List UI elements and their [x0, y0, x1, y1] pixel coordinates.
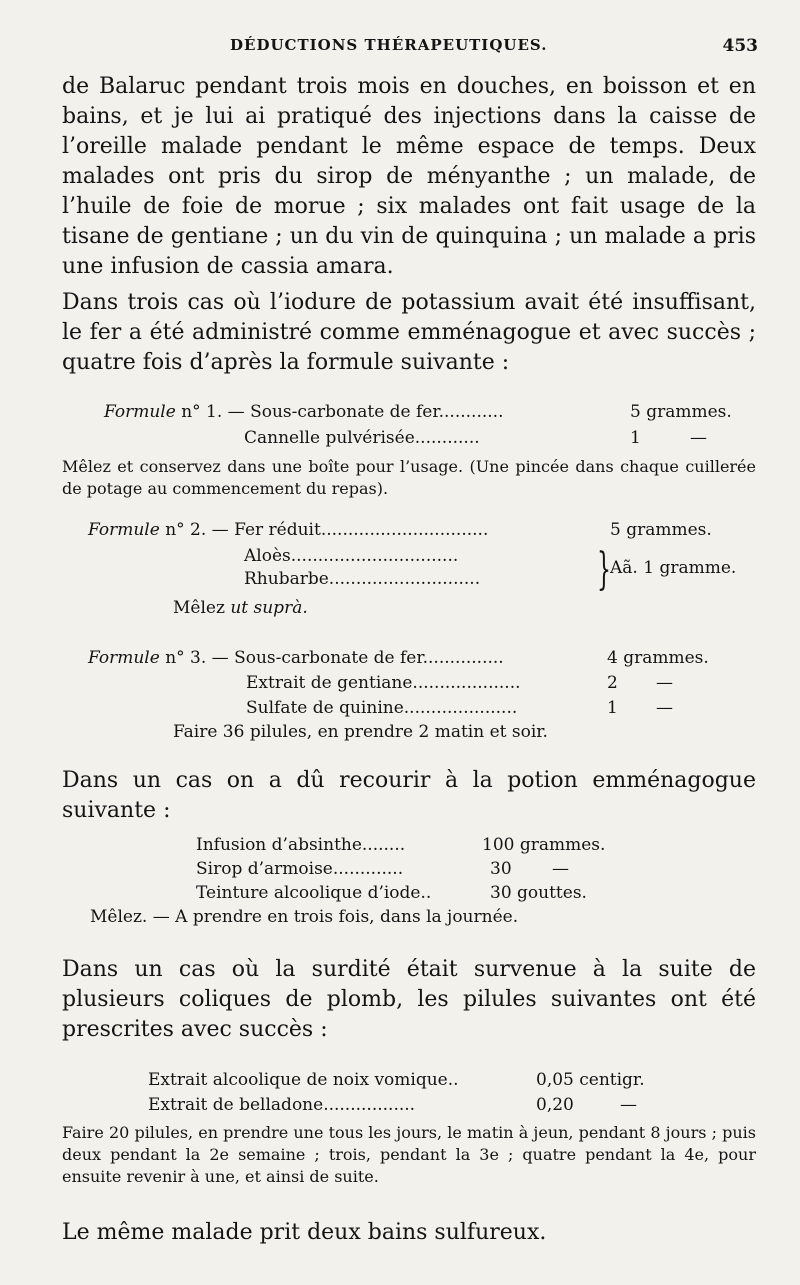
- formula-1-label: Formule: [104, 402, 176, 422]
- potion-ingredient-2: Sirop d’armoise.............: [196, 859, 404, 879]
- leader-dots: ............................: [328, 569, 481, 589]
- formula-2-line-1: [88, 520, 488, 540]
- potion-qty-2: 30: [490, 859, 512, 879]
- formula-3-ingredient-1: n° 3. — Sous-carbonate de fer: [165, 648, 423, 668]
- formula-1-line-1: [104, 402, 503, 422]
- formula-2-label: Formule: [88, 520, 160, 540]
- paragraph-surdite: Dans un cas où la surdité était survenue à la suite de plusieurs coliques de plomb, les pilules suivantes ont été prescrites avec succès :: [62, 957, 756, 1042]
- formula-3-qty-2: 2: [607, 673, 618, 693]
- formula-3-line-1: [88, 648, 504, 668]
- formula-2-instructions: [173, 598, 308, 618]
- pills-qty-2: 0,20: [536, 1095, 574, 1115]
- formula-1-ingredient-2: Cannelle pulvérisée: [244, 428, 415, 448]
- formula-2-ingredient-3: Rhubarbe: [244, 569, 329, 589]
- formula-2-ingredient-1: n° 2. — Fer réduit: [165, 520, 321, 540]
- leader-dots: ...............................: [290, 546, 459, 566]
- running-title: DÉDUCTIONS THÉRAPEUTIQUES.: [230, 36, 548, 54]
- brace-symbol: }: [597, 544, 611, 595]
- formula-3-line-3: [246, 698, 517, 718]
- formula-3-dash-3: —: [656, 698, 673, 718]
- formula-3-line-2: [246, 673, 521, 693]
- formula-2-ingredient-2: Aloès: [244, 546, 291, 566]
- formula-2-instructions-italic: ut suprà.: [230, 598, 308, 618]
- potion-ingredient-3: Teinture alcoolique d’iode..: [196, 883, 432, 903]
- leader-dots: ...............: [422, 648, 504, 668]
- formula-2-qty-1: 5 grammes.: [610, 520, 712, 540]
- paragraph-potion: Dans un cas on a dû recourir à la potion emménagogue suivante :: [62, 768, 756, 823]
- leader-dots: ....................: [412, 673, 521, 693]
- formula-3-qty-3: 1: [607, 698, 618, 718]
- pills-qty-1: 0,05 centigr.: [536, 1070, 645, 1090]
- page-header: [0, 32, 800, 62]
- potion-ingredient-1: Infusion d’absinthe........: [196, 835, 406, 855]
- formula-2-line-2: [244, 546, 458, 566]
- potion-qty-1: 100 grammes.: [482, 835, 606, 855]
- pills-dash-2: —: [620, 1095, 637, 1115]
- paragraph-iodure-text: Dans trois cas où l’iodure de potassium avait été insuffisant, le fer a été administré comme emménagogue et avec succès ; quatre fois d’après la formule suivante :: [62, 290, 756, 375]
- formula-3-instructions: Faire 36 pilules, en prendre 2 matin et soir.: [173, 722, 548, 742]
- formula-3-dash-2: —: [656, 673, 673, 693]
- formula-1-line-2: [244, 428, 480, 448]
- leader-dots: ...............................: [320, 520, 489, 540]
- formula-1-dash-2: —: [690, 428, 707, 448]
- pills-ingredient-2: Extrait de belladone.................: [148, 1095, 416, 1115]
- formula-2-line-3: [244, 569, 480, 589]
- formula-1-qty-2: 1: [630, 428, 641, 448]
- formula-1-ingredient-1: n° 1. — Sous-carbonate de fer: [181, 402, 439, 422]
- formula-2-instructions-text: Mêlez: [173, 598, 225, 618]
- formula-3-ingredient-3: Sulfate de quinine: [246, 698, 404, 718]
- page-number: 453: [722, 36, 758, 56]
- potion-instructions: Mêlez. — A prendre en trois fois, dans la journée.: [90, 907, 519, 927]
- leader-dots: ............: [438, 402, 504, 422]
- formula-3-label: Formule: [88, 648, 160, 668]
- leader-dots: ............: [414, 428, 480, 448]
- pills-instructions: Faire 20 pilules, en prendre une tous les jours, le matin à jeun, pendant 8 jours ; puis deux pendant la 2e semaine ; trois, pendant la 3e ; quatre pendant la 4e, pour ensuite revenir à une, et ainsi de suite.: [62, 1123, 756, 1186]
- paragraph-balaruc: de Balaruc pendant trois mois en douches, en boisson et en bains, et je lui ai pratiqué des injections dans la caisse de l’oreille malade pendant le même espace de temps. Deux malades ont pris du sirop de ményanthe ; un malade, de l’huile de foie de morue ; six malades ont fait usage de la tisane de gentiane ; un du vin de quinquina ; un malade a pris une infusion de cassia amara.: [62, 74, 756, 279]
- formula-1-qty-1: 5 grammes.: [630, 402, 732, 422]
- potion-dash-2: —: [552, 859, 569, 879]
- formula-3-ingredient-2: Extrait de gentiane: [246, 673, 413, 693]
- leader-dots: .....................: [403, 698, 518, 718]
- pills-ingredient-1: Extrait alcoolique de noix vomique..: [148, 1070, 459, 1090]
- paragraph-bains: Le même malade prit deux bains sulfureux.: [62, 1220, 547, 1245]
- formula-1-instructions: Mêlez et conservez dans une boîte pour l’usage. (Une pincée dans chaque cuillerée de potage au commencement du repas).: [62, 457, 756, 498]
- potion-qty-3: 30 gouttes.: [490, 883, 587, 903]
- formula-2-qty-shared: Aã. 1 gramme.: [610, 558, 737, 578]
- formula-3-qty-1: 4 grammes.: [607, 648, 709, 668]
- paragraph-iodure: [62, 288, 756, 378]
